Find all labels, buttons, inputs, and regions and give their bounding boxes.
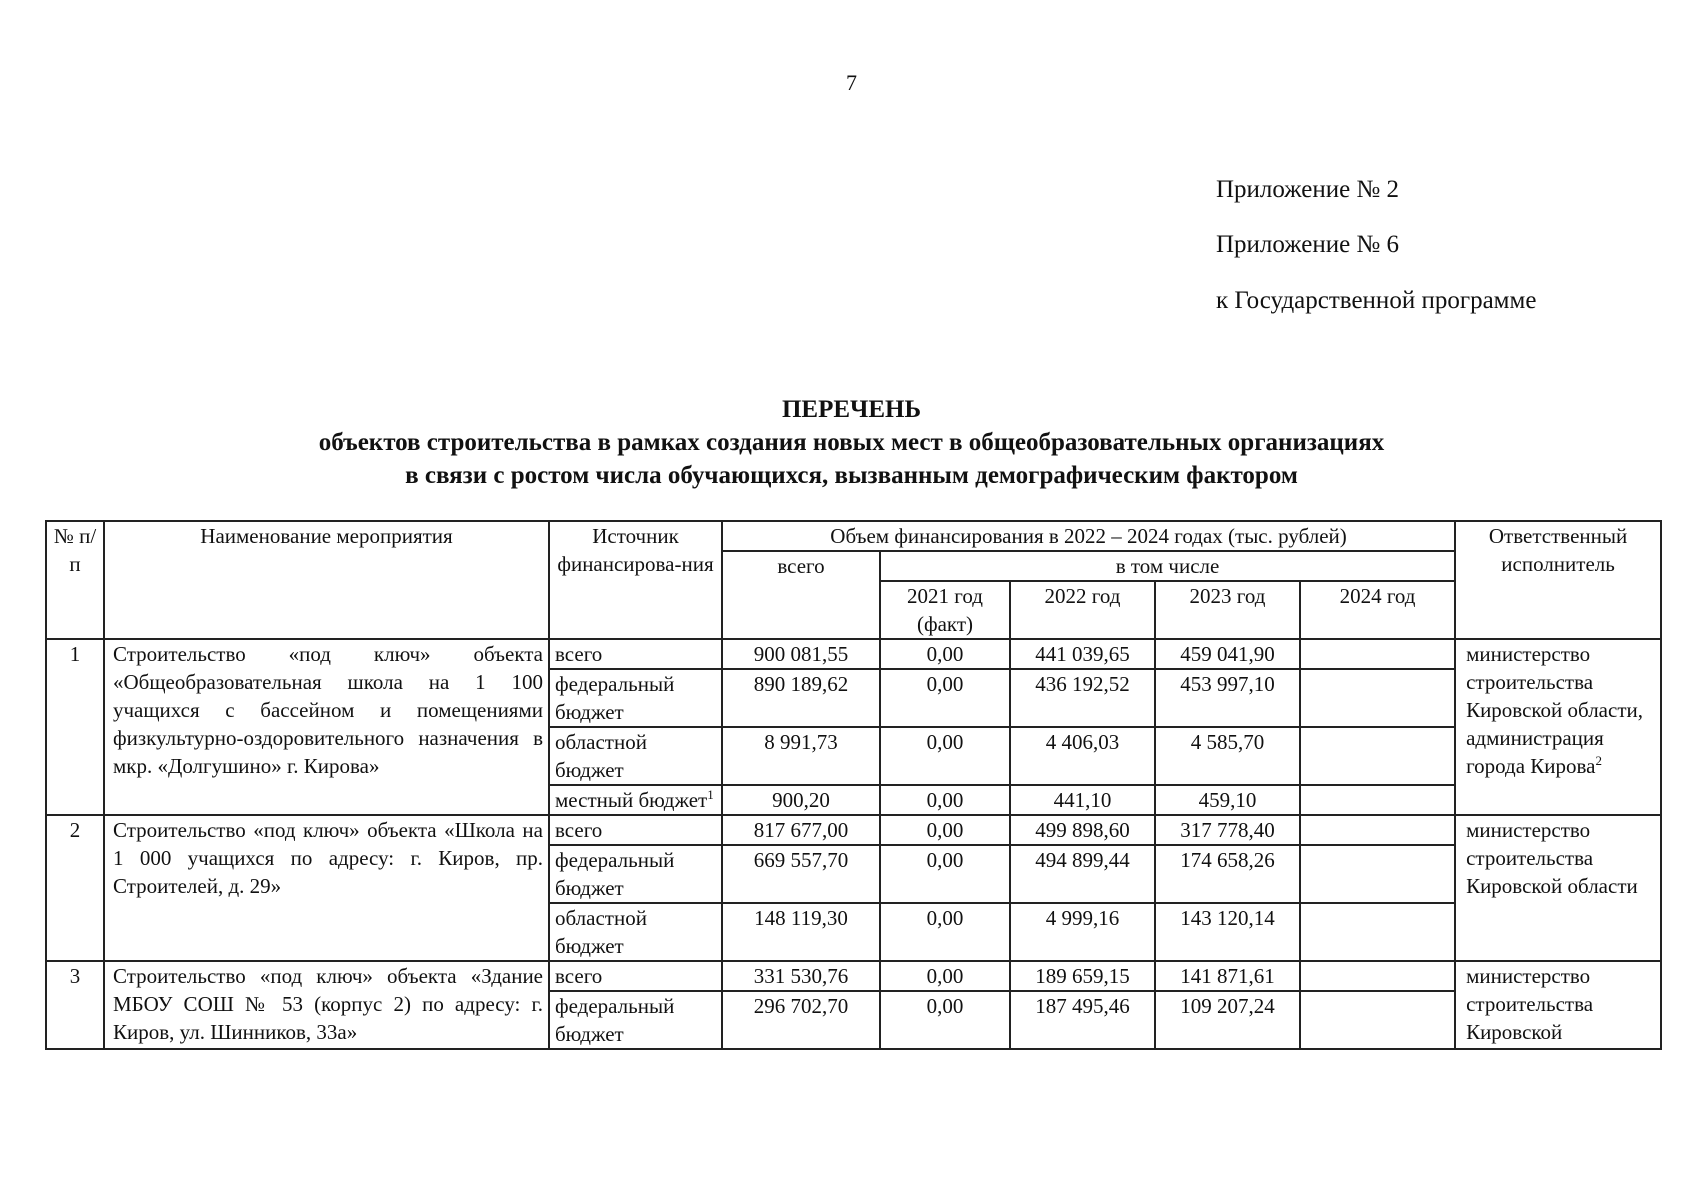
amount-2022-text: 441,10: [1053, 788, 1112, 812]
funding-source-text: всего: [555, 642, 603, 666]
amount-2023-text: 459,10: [1198, 788, 1257, 812]
amount-total: [722, 785, 880, 815]
amount-2022-text: 4 999,16: [1045, 906, 1120, 930]
project-name-text: Строительство «под ключ» объекта «Общеобразовательная школа на 1 100 учащихся с бассейном и помещениями физкультурно-оздоровительного назначения в мкр. «Долгушино» г. Кирова»: [113, 642, 543, 778]
amount-2021-text: 0,00: [926, 994, 964, 1018]
amount-total-text: 8 991,73: [764, 730, 838, 754]
amount-2024: [1300, 961, 1455, 991]
amount-total-text: 148 119,30: [754, 906, 848, 930]
amount-total-text: 296 702,70: [753, 994, 849, 1018]
amount-2023-text: 174 658,26: [1180, 848, 1275, 872]
amount-total-text: 900,20: [772, 788, 830, 812]
amount-2022: [1010, 815, 1155, 845]
project-name-text: Строительство «под ключ» объекта «Здание МБОУ СОШ № 53 (корпус 2) по адресу: г. Киров, ул. Шинников, 33а»: [113, 964, 543, 1044]
funding-source-text: федеральный бюджет: [555, 848, 675, 900]
header-name: Наименование мероприятия: [104, 521, 549, 639]
amount-2021-text: 0,00: [926, 848, 964, 872]
responsible-executor: [1455, 639, 1661, 815]
amount-total: [722, 815, 880, 845]
appendix-line-3: к Государственной программе: [1216, 287, 1537, 314]
funding-source: [549, 961, 722, 991]
amount-total-text: 331 530,76: [753, 964, 849, 988]
amount-2023-text: 453 997,10: [1180, 672, 1275, 696]
amount-total: [722, 727, 880, 785]
table-row: [46, 639, 1661, 669]
row-number-text: 2: [69, 818, 81, 842]
funding-source-text: всего: [555, 964, 603, 988]
objects-table: [45, 520, 1662, 1050]
amount-2023-text: 4 585,70: [1190, 730, 1265, 754]
amount-2023: [1155, 639, 1300, 669]
title-line-3: в связи с ростом числа обучающихся, вызванным демографическим фактором: [405, 462, 1298, 489]
amount-2022-text: 441 039,65: [1035, 642, 1130, 666]
amount-2023: [1155, 903, 1300, 961]
amount-2022: [1010, 639, 1155, 669]
header-num: № п/п: [46, 521, 104, 639]
amount-2021: [880, 669, 1010, 727]
table-row: [46, 961, 1661, 991]
amount-total-text: 817 677,00: [753, 818, 849, 842]
project-name-text: Строительство «под ключ» объекта «Школа на 1 000 учащихся по адресу: г. Киров, пр. Строителей, д. 29»: [113, 818, 543, 898]
page-number: 7: [846, 70, 857, 95]
row-number-text: 1: [69, 642, 81, 666]
amount-2021-text: 0,00: [926, 642, 964, 666]
funding-source: [549, 903, 722, 961]
amount-total: [722, 991, 880, 1049]
funding-source: [549, 727, 722, 785]
appendix-line-2: Приложение № 6: [1216, 231, 1400, 258]
project-name: [104, 961, 549, 1049]
amount-total-text: 890 189,62: [753, 672, 849, 696]
header-volume: Объем финансирования в 2022 – 2024 годах (тыс. рублей): [722, 521, 1455, 551]
amount-total-text: 900 081,55: [753, 642, 849, 666]
amount-total: [722, 845, 880, 903]
amount-2021: [880, 785, 1010, 815]
amount-2022-text: 499 898,60: [1035, 818, 1130, 842]
amount-2021: [880, 903, 1010, 961]
amount-total: [722, 903, 880, 961]
responsible-executor-text: министерство строительства Кировской: [1466, 964, 1594, 1044]
amount-2022: [1010, 785, 1155, 815]
header-2022: 2022 год: [1010, 581, 1155, 639]
row-number-text: 3: [69, 964, 81, 988]
amount-2022-text: 494 899,44: [1035, 848, 1130, 872]
amount-2023: [1155, 961, 1300, 991]
amount-2021-text: 0,00: [926, 818, 964, 842]
amount-2023: [1155, 815, 1300, 845]
amount-2021: [880, 961, 1010, 991]
row-number: [46, 815, 104, 961]
funding-source: [549, 785, 722, 815]
amount-2024: [1300, 669, 1455, 727]
amount-2021: [880, 815, 1010, 845]
table-body: [46, 639, 1661, 1049]
funding-source-text: федеральный бюджет: [555, 672, 675, 724]
amount-2024: [1300, 815, 1455, 845]
amount-2023-text: 459 041,90: [1180, 642, 1275, 666]
amount-2022-text: 189 659,15: [1035, 964, 1130, 988]
amount-2023: [1155, 845, 1300, 903]
header-2024: 2024 год: [1300, 581, 1455, 639]
row-number: [46, 961, 104, 1049]
funding-source-text: местный бюджет: [555, 788, 708, 812]
amount-2022: [1010, 845, 1155, 903]
amount-2024: [1300, 639, 1455, 669]
header-total: всего: [722, 551, 880, 639]
project-name: [104, 815, 549, 961]
amount-2023-text: 143 120,14: [1180, 906, 1275, 930]
amount-2024: [1300, 727, 1455, 785]
row-number: [46, 639, 104, 815]
amount-2021-text: 0,00: [926, 788, 964, 812]
header-incl: в том числе: [880, 551, 1455, 581]
amount-2023-text: 141 871,61: [1180, 964, 1275, 988]
amount-2021: [880, 845, 1010, 903]
amount-2024: [1300, 785, 1455, 815]
amount-2023: [1155, 727, 1300, 785]
amount-2022-text: 436 192,52: [1035, 672, 1130, 696]
appendix-line-1: Приложение № 2: [1216, 176, 1400, 203]
funding-source: [549, 845, 722, 903]
responsible-executor-text: министерство строительства Кировской области: [1466, 818, 1638, 898]
header-2023: 2023 год: [1155, 581, 1300, 639]
funding-source: [549, 815, 722, 845]
amount-2023-text: 109 207,24: [1180, 994, 1275, 1018]
table-row: [46, 815, 1661, 845]
amount-2022: [1010, 903, 1155, 961]
amount-total: [722, 961, 880, 991]
footnote-mark: 1: [707, 787, 714, 802]
header-2021: 2021 год (факт): [880, 581, 1010, 639]
amount-2022: [1010, 991, 1155, 1049]
amount-2022: [1010, 727, 1155, 785]
amount-2022: [1010, 961, 1155, 991]
amount-total-text: 669 557,70: [753, 848, 849, 872]
title-line-1: ПЕРЕЧЕНЬ: [781, 396, 922, 423]
funding-source: [549, 639, 722, 669]
amount-2022: [1010, 669, 1155, 727]
amount-total: [722, 639, 880, 669]
amount-2022-text: 187 495,46: [1035, 994, 1130, 1018]
amount-2022-text: 4 406,03: [1045, 730, 1120, 754]
amount-2024: [1300, 845, 1455, 903]
funding-source-text: всего: [555, 818, 603, 842]
header-executor: Ответственный исполнитель: [1455, 521, 1661, 639]
funding-source: [549, 669, 722, 727]
header-source: Источник финансирова-ния: [549, 521, 722, 639]
amount-2021-text: 0,00: [926, 730, 964, 754]
amount-2023: [1155, 785, 1300, 815]
amount-2021-text: 0,00: [926, 964, 964, 988]
funding-source-text: областной бюджет: [555, 906, 647, 958]
amount-2021-text: 0,00: [926, 672, 964, 696]
amount-2021-text: 0,00: [926, 906, 964, 930]
amount-2021: [880, 991, 1010, 1049]
amount-2023: [1155, 991, 1300, 1049]
funding-source-text: федеральный бюджет: [555, 994, 675, 1046]
funding-source-text: областной бюджет: [555, 730, 647, 782]
funding-source: [549, 991, 722, 1049]
footnote-mark: 2: [1595, 753, 1603, 768]
amount-2024: [1300, 991, 1455, 1049]
amount-total: [722, 669, 880, 727]
amount-2023: [1155, 669, 1300, 727]
amount-2023-text: 317 778,40: [1180, 818, 1275, 842]
responsible-executor-text: министерство строительства Кировской области, администрация города Кирова: [1466, 642, 1643, 778]
project-name: [104, 639, 549, 815]
responsible-executor: [1455, 961, 1661, 1049]
title-line-2: объектов строительства в рамках создания новых мест в общеобразовательных организациях: [318, 429, 1385, 456]
amount-2024: [1300, 903, 1455, 961]
responsible-executor: [1455, 815, 1661, 961]
amount-2021: [880, 639, 1010, 669]
amount-2021: [880, 727, 1010, 785]
